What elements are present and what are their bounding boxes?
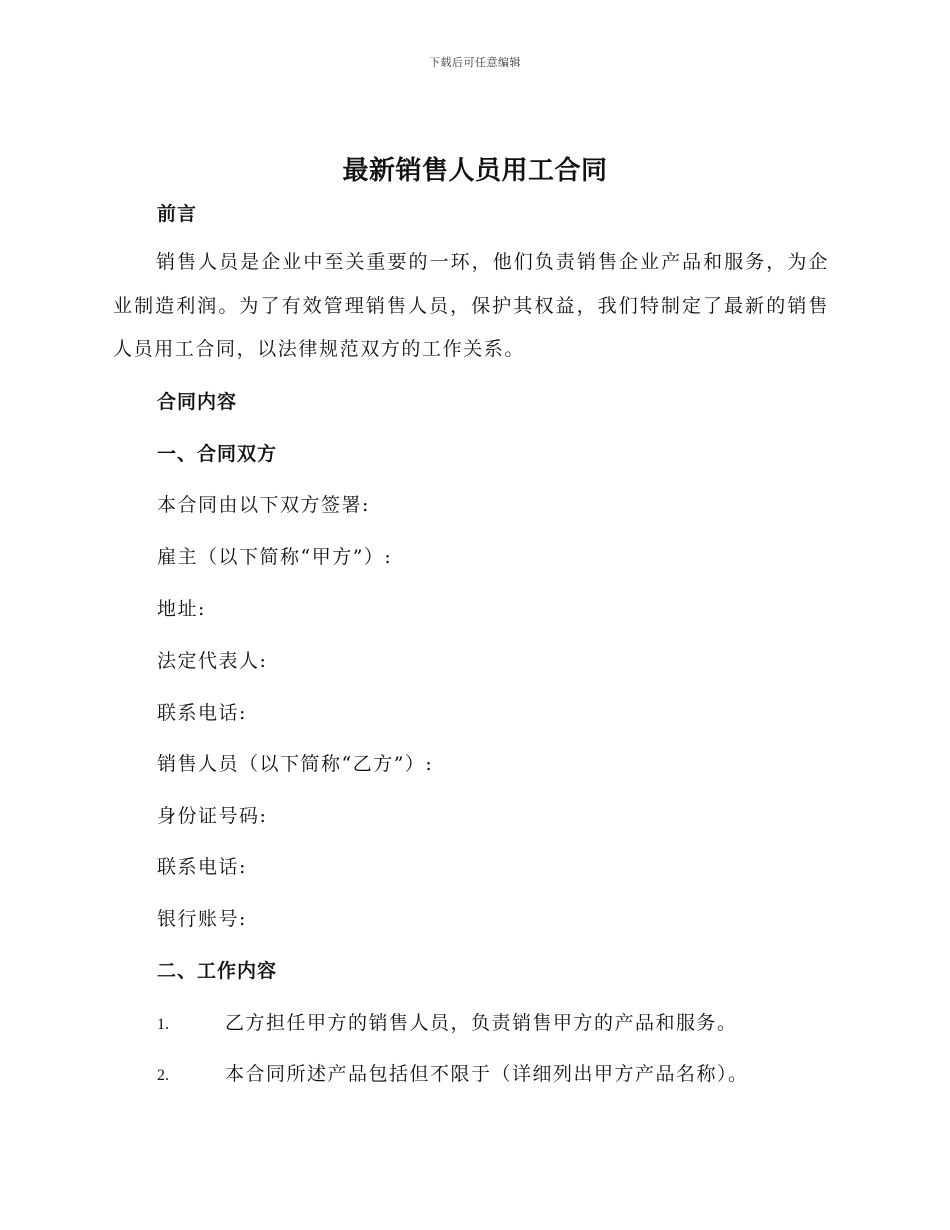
contract-content-heading: 合同内容	[157, 391, 238, 413]
list-item	[157, 1008, 738, 1035]
field-employer: 雇主（以下简称“甲方”）:	[157, 546, 393, 568]
list-item	[157, 1059, 749, 1086]
list-item-text: 乙方担任甲方的销售人员，负责销售甲方的产品和服务。	[225, 1012, 738, 1034]
field-id-number: 身份证号码:	[157, 805, 268, 827]
list-item-text: 本合同所述产品包括但不限于（详细列出甲方产品名称）。	[225, 1063, 749, 1085]
field-legal-representative: 法定代表人:	[157, 650, 268, 672]
document-title: 最新销售人员用工合同	[342, 156, 608, 186]
field-bank-account: 银行账号:	[157, 908, 247, 930]
list-item-number: 2.	[157, 1067, 169, 1084]
section-1-heading: 一、合同双方	[157, 443, 278, 465]
section-1-intro: 本合同由以下双方签署:	[157, 494, 370, 516]
field-salesperson-phone: 联系电话:	[157, 856, 247, 878]
field-address: 地址:	[157, 598, 206, 620]
preface-heading: 前言	[157, 203, 198, 225]
field-salesperson: 销售人员（以下简称“乙方”）:	[157, 753, 434, 775]
header-note: 下载后可任意编辑	[429, 56, 521, 69]
section-2-heading: 二、工作内容	[157, 960, 278, 982]
preface-paragraph: 销售人员是企业中至关重要的一环，他们负责销售企业产品和服务，为企业制造利润。为了有效管理销售人员，保护其权益，我们特制定了最新的销售人员用工合同，以法律规范双方的工作关系。	[113, 251, 829, 360]
field-employer-phone: 联系电话:	[157, 702, 247, 724]
list-item-number: 1.	[157, 1016, 169, 1033]
